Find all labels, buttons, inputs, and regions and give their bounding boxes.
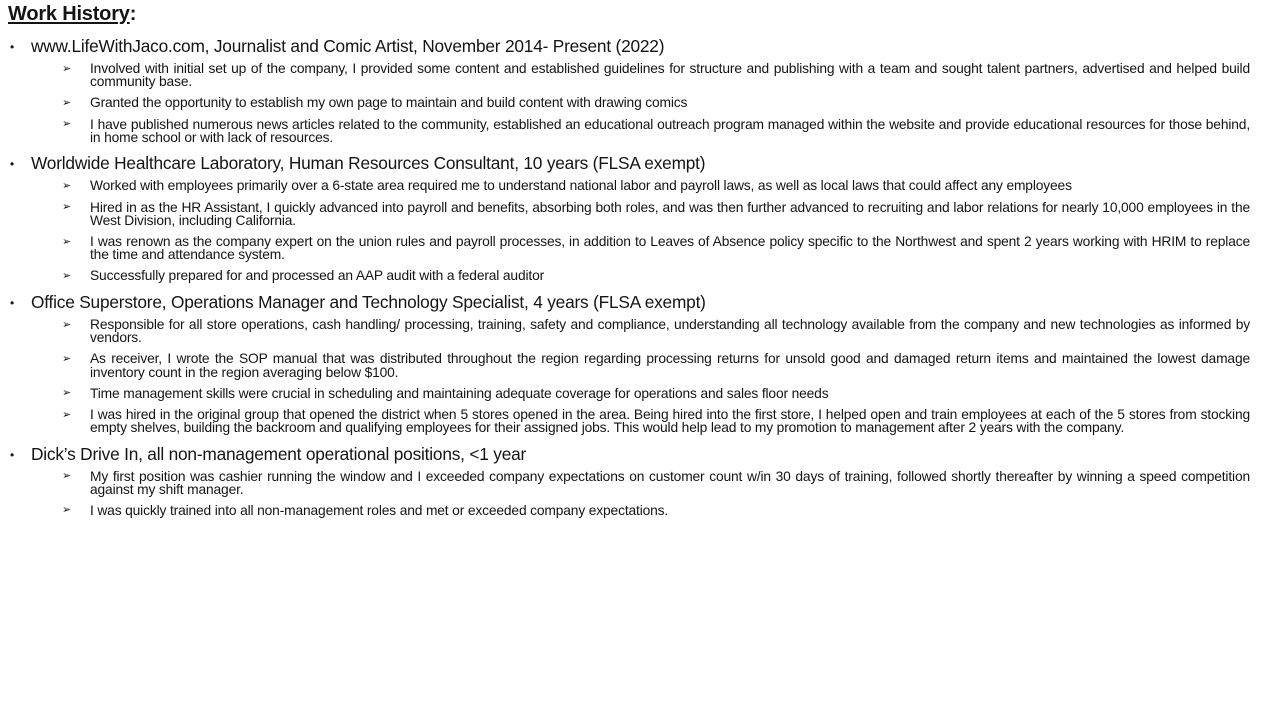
bullet-icon: • — [10, 447, 15, 462]
job-heading: Worldwide Healthcare Laboratory, Human Resources Consultant, 10 years (FLSA exempt) — [31, 153, 706, 174]
job-heading-row — [8, 293, 1250, 313]
arrow-bullet-icon: ➢ — [62, 408, 72, 421]
arrow-bullet-icon: ➢ — [62, 179, 72, 192]
job-detail-row — [62, 235, 1250, 261]
job-detail: Granted the opportunity to establish my own page to maintain and build content with drawing comics — [90, 95, 688, 111]
job-entry — [8, 445, 1250, 518]
page-title — [8, 2, 1250, 27]
job-detail: My first position was cashier running the window and I exceeded company expectations on customer count w/in 30 days of training, followed shortly thereafter by winning a speed competition against my shift manager. — [90, 468, 1250, 497]
arrow-bullet-icon: ➢ — [62, 201, 72, 214]
job-detail-row — [62, 318, 1250, 344]
job-detail: Worked with employees primarily over a 6-state area required me to understand national labor and payroll laws, as well as local laws that could affect any employees — [90, 178, 1072, 194]
arrow-bullet-icon: ➢ — [62, 504, 72, 517]
job-detail: Involved with initial set up of the company, I provided some content and established guidelines for structure and publishing with a team and sought talent partners, advertised and helped build community base. — [90, 61, 1250, 90]
job-detail-row — [62, 470, 1250, 496]
job-detail: Hired in as the HR Assistant, I quickly advanced into payroll and benefits, absorbing both roles, and was then further advanced to recruiting and labor relations for nearly 10,000 employees in the West Division, including California. — [90, 199, 1250, 229]
job-detail-row — [62, 352, 1250, 378]
arrow-bullet-icon: ➢ — [62, 352, 72, 365]
job-detail-row — [62, 504, 1250, 518]
job-heading-row — [8, 154, 1250, 174]
job-detail: I have published numerous news articles related to the community, established an educational outreach program managed within the website and provide educational resources for those behind, in home school or with lack of resources. — [90, 116, 1250, 146]
job-heading-row — [8, 445, 1250, 465]
work-history-list — [8, 37, 1250, 518]
arrow-bullet-icon: ➢ — [62, 470, 72, 483]
arrow-bullet-icon: ➢ — [62, 387, 72, 400]
job-detail-row — [62, 179, 1250, 193]
arrow-bullet-icon: ➢ — [62, 118, 72, 131]
job-heading: Office Superstore, Operations Manager and Technology Specialist, 4 years (FLSA exempt) — [31, 292, 706, 313]
job-entry — [8, 154, 1250, 283]
job-detail-row — [62, 118, 1250, 144]
job-detail-row — [62, 62, 1250, 88]
job-detail: I was renown as the company expert on the union rules and payroll processes, in addition to Leaves of Absence policy specific to the Northwest and spent 2 years working with HRIM to replace the time and attendance system. — [90, 234, 1250, 263]
job-detail-row — [62, 96, 1250, 110]
page-title-colon: : — [129, 3, 137, 25]
arrow-bullet-icon: ➢ — [62, 62, 72, 75]
job-detail-row — [62, 269, 1250, 283]
bullet-icon: • — [10, 157, 15, 172]
job-heading: www.LifeWithJaco.com, Journalist and Comic Artist, November 2014- Present (2022) — [31, 36, 665, 56]
job-detail-row — [62, 201, 1250, 227]
arrow-bullet-icon: ➢ — [62, 269, 72, 282]
job-detail-row — [62, 408, 1250, 434]
job-heading-row — [8, 37, 1250, 57]
bullet-icon: • — [10, 296, 15, 311]
job-detail: As receiver, I wrote the SOP manual that was distributed throughout the region regarding processing returns for unsold good and damaged return items and maintained the lowest damage inventory count in the region averaging below $100. — [90, 351, 1250, 380]
job-detail: Time management skills were crucial in scheduling and maintaining adequate coverage for operations and sales floor needs — [90, 385, 829, 401]
job-detail: I was quickly trained into all non-management roles and met or exceeded company expectations. — [90, 502, 669, 518]
job-detail: Responsible for all store operations, cash handling/ processing, training, safety and compliance, understanding all technology available from the company and new technologies as informed by vendors. — [90, 317, 1250, 346]
job-entry — [8, 293, 1250, 435]
job-heading: Dick’s Drive In, all non-management operational positions, <1 year — [31, 443, 527, 464]
arrow-bullet-icon: ➢ — [62, 96, 72, 109]
job-detail: I was hired in the original group that opened the district when 5 stores opened in the area. Being hired into the first store, I helped open and train employees at each of the 5 stores from stocking empty shelves, building the backroom and qualifying employees for their assigned jobs. This would help lead to my promotion to management after 2 years with the company. — [90, 407, 1250, 436]
bullet-icon: • — [10, 40, 15, 54]
job-detail-row — [62, 387, 1250, 401]
page-title-text: Work History — [8, 3, 130, 25]
arrow-bullet-icon: ➢ — [62, 318, 72, 331]
arrow-bullet-icon: ➢ — [62, 235, 72, 248]
job-detail: Successfully prepared for and processed an AAP audit with a federal auditor — [90, 268, 545, 284]
job-entry — [8, 37, 1250, 144]
